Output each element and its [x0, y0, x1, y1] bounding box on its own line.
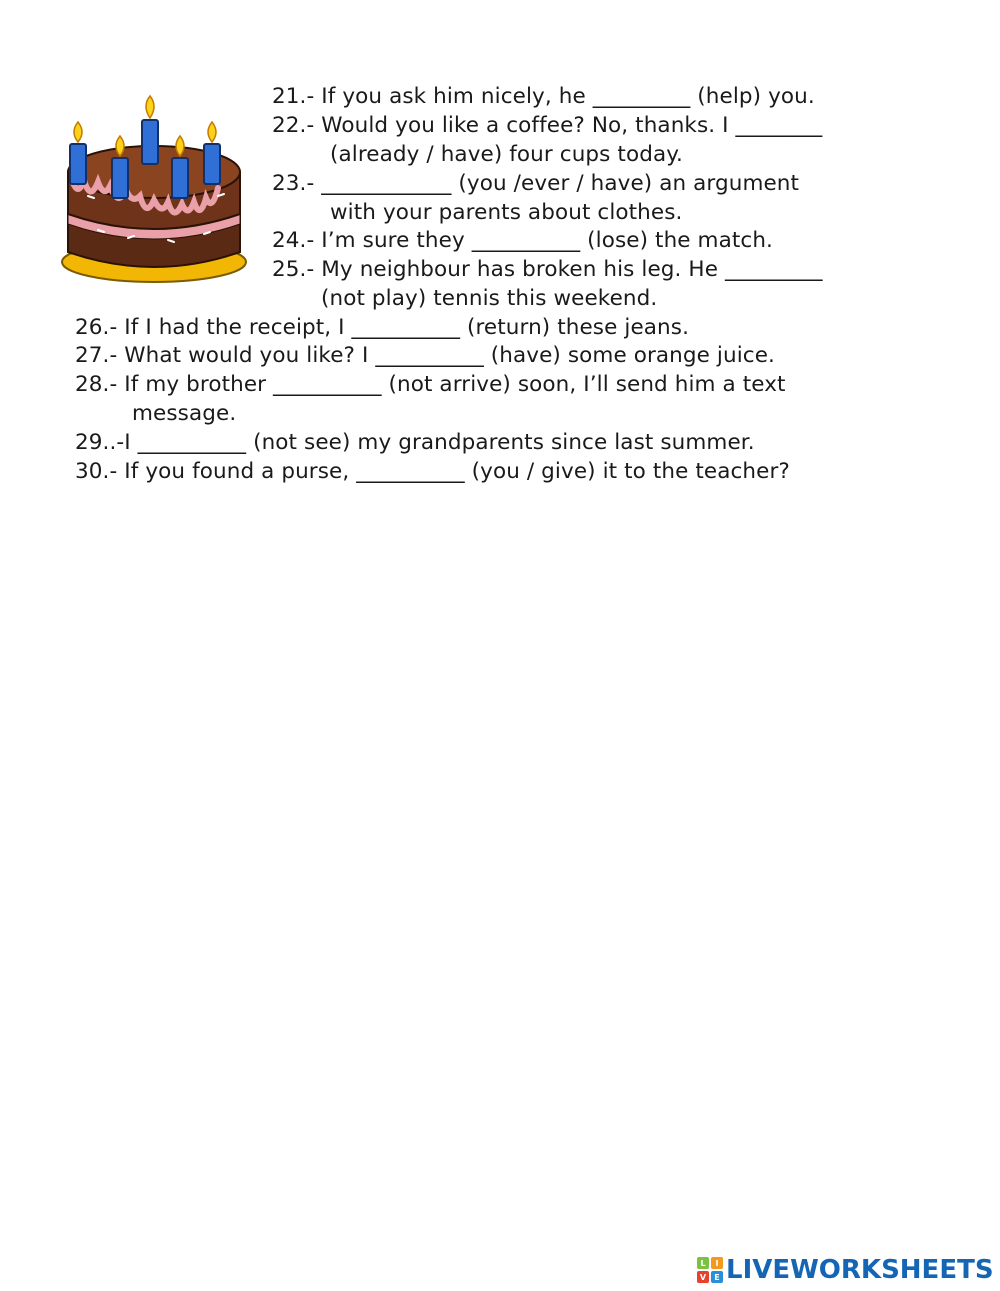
- exercise-24: 24.- I’m sure they __________ (lose) the match.: [272, 228, 773, 253]
- exercise-22: 22.- Would you like a coffee? No, thanks. I ________: [272, 113, 823, 138]
- liveworksheets-logo-icon: [697, 1257, 723, 1283]
- exercise-30: 30.- If you found a purse, __________ (you / give) it to the teacher?: [75, 459, 790, 484]
- exercise-25: 25.- My neighbour has broken his leg. He _________: [272, 257, 823, 282]
- logo-letter-v: V: [699, 1273, 707, 1282]
- exercise-28-continued: message.: [132, 401, 237, 426]
- exercise-27: 27.- What would you like? I __________ (have) some orange juice.: [75, 343, 775, 368]
- logo-letter-l: L: [700, 1259, 706, 1268]
- birthday-cake-icon: [58, 92, 254, 288]
- exercise-26: 26.- If I had the receipt, I __________ (return) these jeans.: [75, 315, 690, 340]
- logo-letter-e: E: [714, 1273, 720, 1282]
- exercise-21: 21.- If you ask him nicely, he _________ (help) you.: [272, 84, 815, 109]
- exercise-22-continued: (already / have) four cups today.: [330, 142, 683, 167]
- exercise-23-continued: with your parents about clothes.: [330, 200, 683, 225]
- exercise-28: 28.- If my brother __________ (not arrive) soon, I’ll send him a text: [75, 372, 786, 397]
- exercise-29: 29..-I __________ (not see) my grandparents since last summer.: [75, 430, 755, 455]
- brand-name: LIVEWORKSHEETS: [726, 1255, 994, 1285]
- liveworksheets-brand: [697, 1253, 994, 1287]
- exercise-25-continued: (not play) tennis this weekend.: [321, 286, 658, 311]
- logo-letter-i: I: [715, 1259, 719, 1268]
- exercise-23: 23.- ____________ (you /ever / have) an argument: [272, 171, 800, 196]
